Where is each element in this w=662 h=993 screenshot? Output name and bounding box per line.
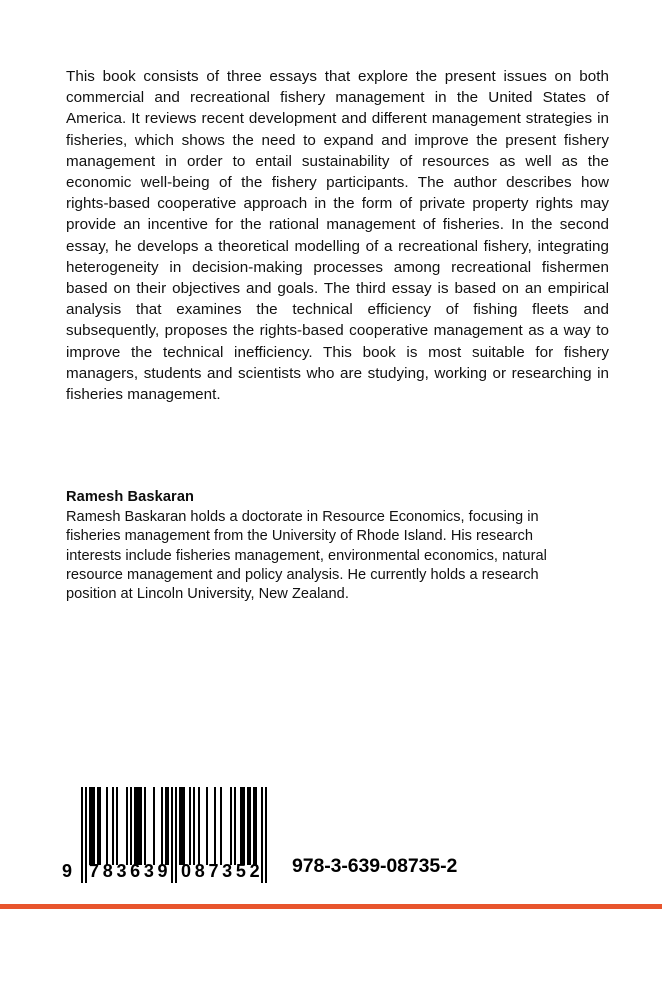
barcode-digit: 6 (130, 861, 141, 881)
barcode-bar (240, 787, 246, 865)
barcode-bar (189, 787, 191, 865)
author-name: Ramesh Baskaran (66, 489, 195, 505)
barcode-digit: 7 (208, 861, 219, 881)
barcode-bar (220, 787, 222, 865)
barcode-bar (89, 787, 95, 865)
barcode-bar (153, 787, 155, 865)
author-biography: Ramesh Baskaran holds a doctorate in Resource Economics, focusing in fisheries management from the University of Rhode Island. His research interests include fisheries management, environmental economics, natural resource management and policy analysis. He currently holds a research position at Lincoln University, New Zealand. (66, 509, 547, 603)
barcode-bar (134, 787, 142, 865)
barcode-digit: 0 (181, 861, 192, 881)
barcode-bar (253, 787, 257, 865)
barcode-bar (165, 787, 169, 865)
barcode-digit: 5 (235, 861, 246, 881)
barcode-digit: 3 (222, 861, 233, 881)
barcode-digit: 3 (143, 861, 154, 881)
barcode-bar (247, 787, 251, 865)
barcode-digit: 8 (102, 861, 113, 881)
barcode-bar (112, 787, 114, 865)
barcode-area (60, 783, 480, 891)
barcode-bar (126, 787, 128, 865)
bottom-accent-rule (0, 904, 662, 909)
barcode-bar (106, 787, 108, 865)
barcode-bar (144, 787, 146, 865)
barcode-bar (193, 787, 195, 865)
barcode-digit-labels (81, 862, 267, 882)
ean13-barcode (60, 783, 272, 887)
barcode-bar (179, 787, 185, 865)
barcode-bar (214, 787, 216, 865)
isbn-number: 978-3-639-08735-2 (292, 855, 458, 877)
barcode-lead-digit: 9 (62, 861, 73, 881)
barcode-bar (206, 787, 208, 865)
barcode-digit: 2 (249, 861, 260, 881)
barcode-digit: 9 (157, 861, 168, 881)
barcode-digit: 7 (89, 861, 100, 881)
barcode-bar (161, 787, 163, 865)
barcode-bar (234, 787, 236, 865)
barcode-bar (116, 787, 118, 865)
author-block (66, 488, 586, 604)
barcode-digit: 3 (116, 861, 127, 881)
barcode-bar (130, 787, 132, 865)
book-description: This book consists of three essays that explore the present issues on both commercial and recreational fishery management in the United States of America. It reviews recent development and different management strategies in fisheries, which shows the need to expand and improve the present fishery management in order to entail sustainability of resources as well as the economic well-being of the fishery participants. The author describes how rights-based cooperative approach in the form of private property rights may provide an incentive for the rational management of fisheries. In the second essay, he develops a theoretical modelling of a recreational fishery, integrating heterogeneity in decision-making processes among recreational fishermen based on their objectives and goals. The third essay is based on an empirical analysis that examines the technical efficiency of fishing fleets and subsequently, proposes the rights-based cooperative management as a way to improve the technical inefficiency. This book is most suitable for fishery managers, students and scientists who are studying, working or researching in fisheries management. (66, 68, 609, 404)
barcode-bar (230, 787, 232, 865)
barcode-bar (97, 787, 101, 865)
barcode-bar (198, 787, 200, 865)
barcode-digit: 8 (194, 861, 205, 881)
